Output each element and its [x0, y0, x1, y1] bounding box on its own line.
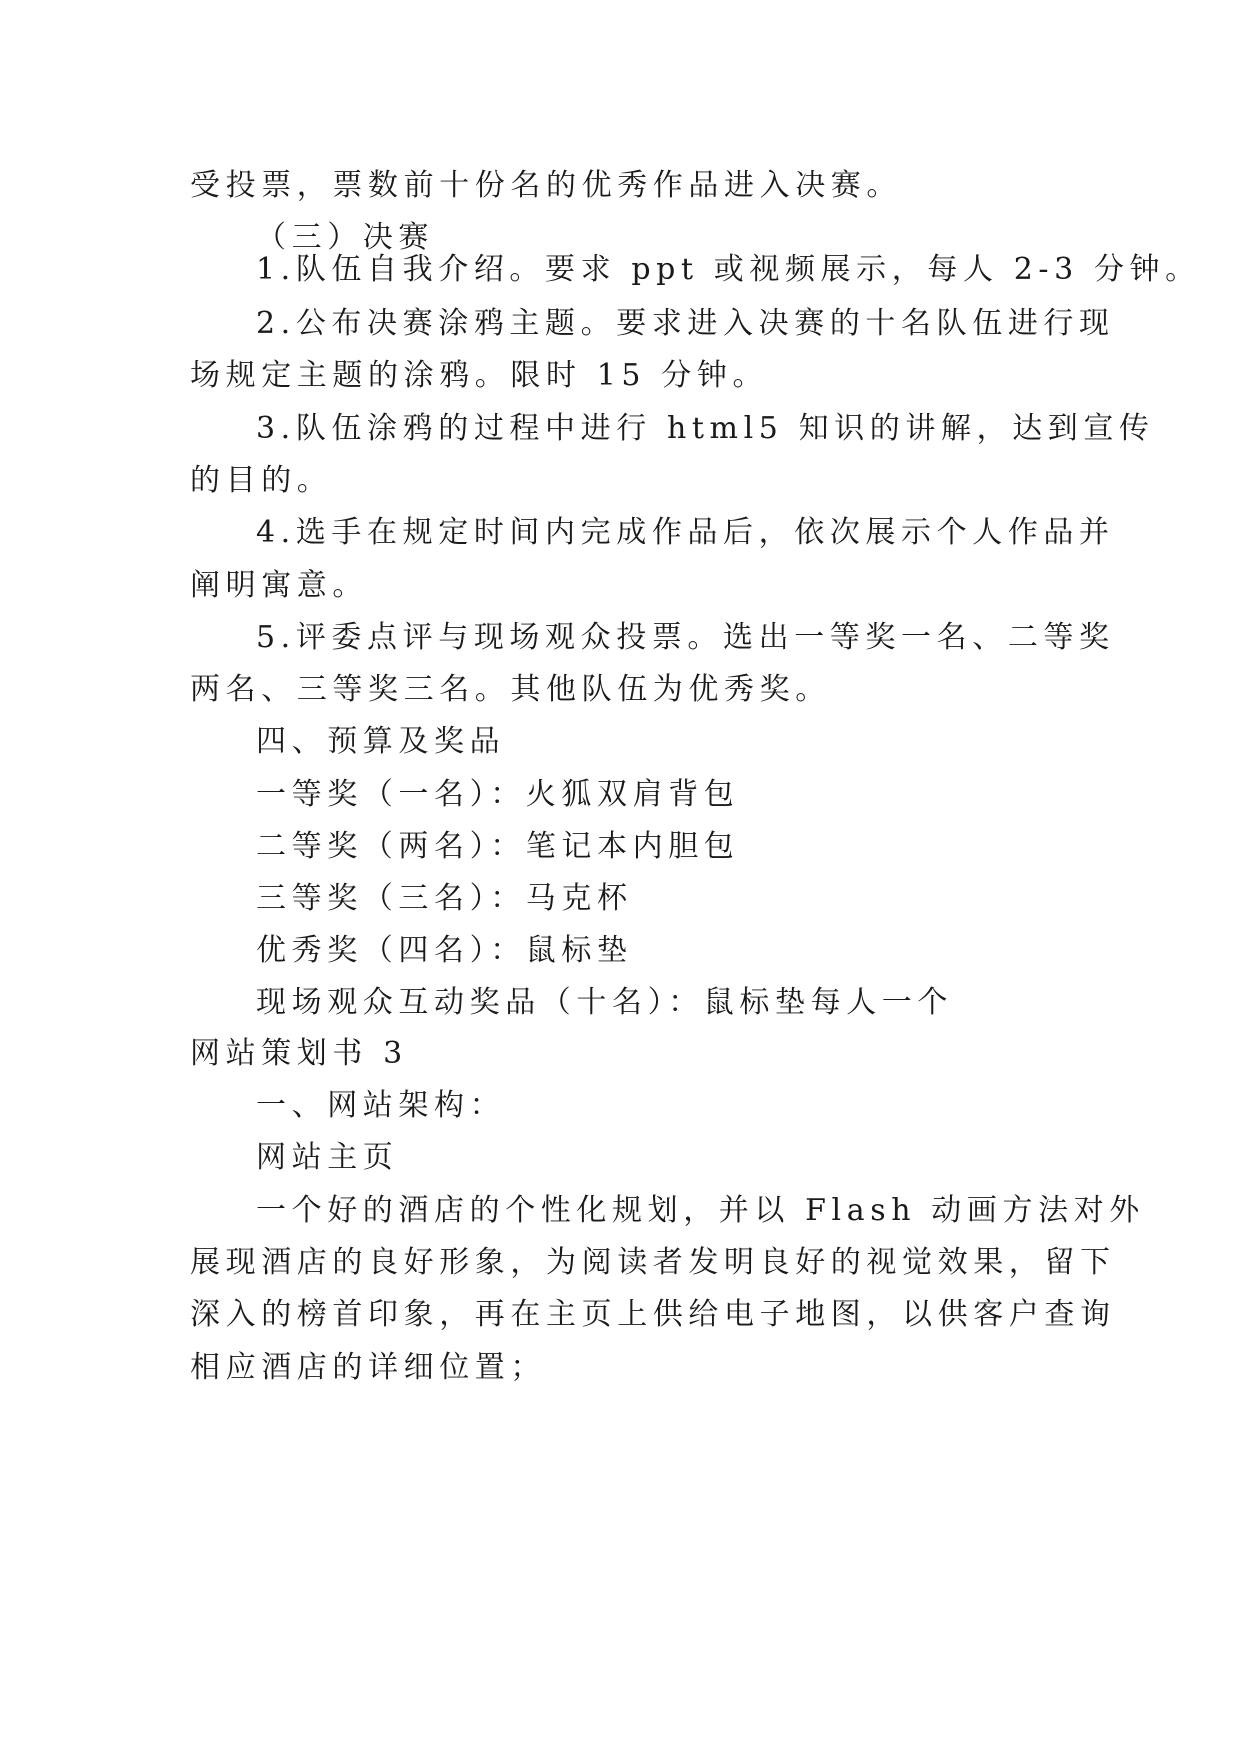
paragraph-line: 1.队伍自我介绍。要求 ppt 或视频展示，每人 2-3 分钟。	[256, 252, 1201, 287]
section-heading: 四、预算及奖品	[256, 724, 506, 759]
section-heading: 网站主页	[256, 1140, 399, 1175]
document-title: 网站策划书 3	[190, 1036, 408, 1071]
prize-item: 二等奖（两名）：笔记本内胆包	[256, 829, 740, 864]
section-heading: （三）决赛	[256, 220, 434, 255]
paragraph-line: 场规定主题的涂鸦。限时 15 分钟。	[190, 358, 769, 393]
paragraph-line: 2.公布决赛涂鸦主题。要求进入决赛的十名队伍进行现	[256, 306, 1115, 341]
paragraph-line: 阐明寓意。	[190, 568, 368, 603]
section-heading: 一、网站架构：	[256, 1088, 506, 1123]
prize-item: 一等奖（一名）：火狐双肩背包	[256, 777, 740, 812]
prize-item: 现场观众互动奖品（十名）：鼠标垫每人一个	[256, 985, 953, 1020]
paragraph-line: 的目的。	[190, 463, 333, 498]
paragraph-line: 深入的榜首印象，再在主页上供给电子地图，以供客户查询	[190, 1297, 1116, 1332]
paragraph-line: 一个好的酒店的个性化规划，并以 Flash 动画方法对外	[256, 1193, 1145, 1228]
paragraph-line: 受投票，票数前十份名的优秀作品进入决赛。	[190, 168, 902, 203]
prize-item: 三等奖（三名）：马克杯	[256, 881, 633, 916]
prize-item: 优秀奖（四名）：鼠标垫	[256, 933, 633, 968]
paragraph-line: 两名、三等奖三名。其他队伍为优秀奖。	[190, 672, 831, 707]
paragraph-line: 展现酒店的良好形象，为阅读者发明良好的视觉效果，留下	[190, 1245, 1116, 1280]
paragraph-line: 4.选手在规定时间内完成作品后，依次展示个人作品并	[256, 515, 1115, 550]
paragraph-line: 5.评委点评与现场观众投票。选出一等奖一名、二等奖	[256, 620, 1115, 655]
paragraph-line: 相应酒店的详细位置；	[190, 1350, 546, 1385]
paragraph-line: 3.队伍涂鸦的过程中进行 html5 知识的讲解，达到宣传	[256, 411, 1155, 446]
